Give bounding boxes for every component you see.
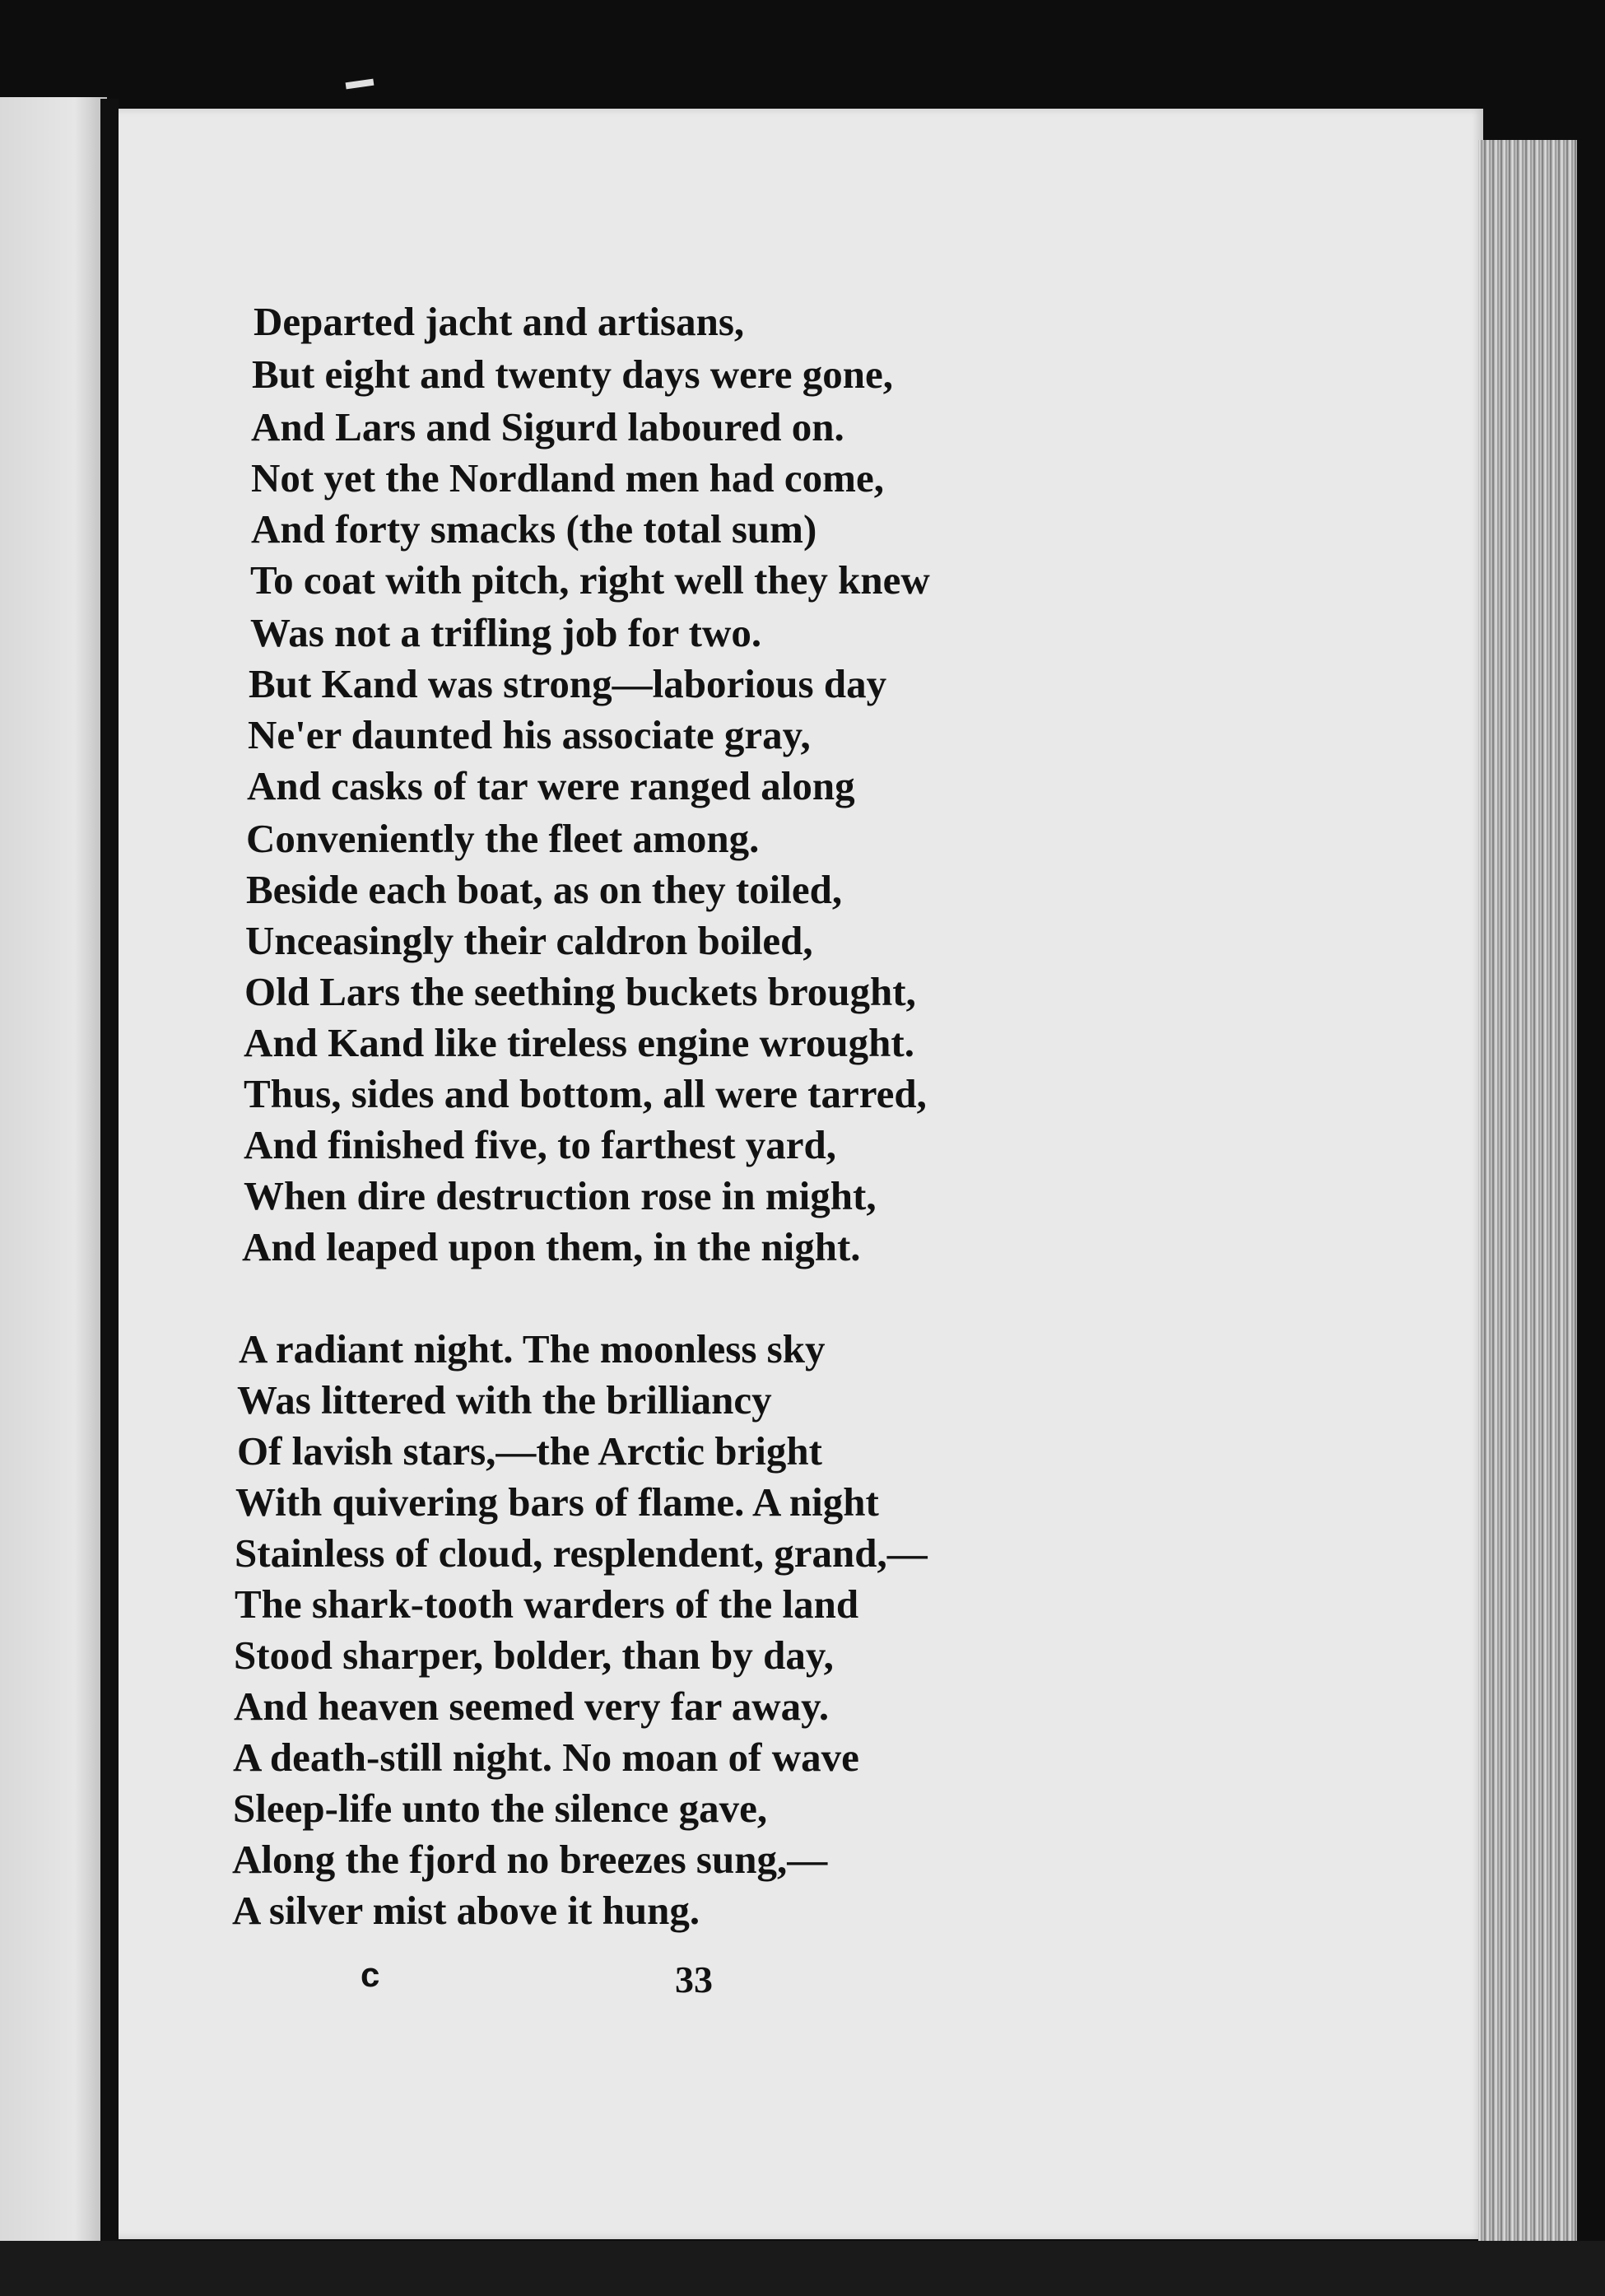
poem-line: Conveniently the fleet among. — [246, 816, 760, 861]
poem-line: A death-still night. No moan of wave — [233, 1735, 859, 1780]
poem-line: Of lavish stars,—the Arctic bright — [237, 1428, 822, 1474]
poem-line: And Lars and Sigurd laboured on. — [251, 404, 844, 449]
poem-line: And forty smacks (the total sum) — [251, 506, 817, 552]
poem-line: A radiant night. The moonless sky — [239, 1326, 826, 1372]
poem-line: Was not a trifling job for two. — [250, 610, 762, 655]
poem-line: And leaped upon them, in the night. — [242, 1224, 861, 1269]
poem-line: The shark-tooth warders of the land — [235, 1581, 859, 1627]
poem-line: Along the fjord no breezes sung,— — [232, 1837, 828, 1882]
poem-line: And heaven seemed very far away. — [234, 1684, 830, 1729]
poem-line: But Kand was strong—laborious day — [249, 661, 887, 706]
poem-line: But eight and twenty days were gone, — [252, 352, 894, 397]
poem-line: Beside each boat, as on they toiled, — [246, 867, 843, 912]
poem-line: Not yet the Nordland men had come, — [251, 455, 884, 501]
poem-line: Old Lars the seething buckets brought, — [244, 969, 916, 1014]
poem-line: Was littered with the brilliancy — [237, 1377, 772, 1423]
poem-line: When dire destruction rose in might, — [244, 1173, 877, 1218]
poem-line: To coat with pitch, right well they knew — [250, 557, 930, 603]
poem-line: Sleep-life unto the silence gave, — [233, 1786, 768, 1831]
poem-line: A silver mist above it hung. — [232, 1888, 700, 1933]
poem-line: And Kand like tireless engine wrought. — [244, 1020, 914, 1065]
poem-line: And casks of tar were ranged along — [247, 763, 855, 808]
poem-line: Unceasingly their caldron boiled, — [245, 918, 813, 963]
signature-mark: c — [361, 1955, 380, 1994]
poem-line: Ne'er daunted his associate gray, — [248, 712, 811, 757]
poem-line: With quivering bars of flame. A night — [235, 1479, 879, 1525]
page-number: 33 — [675, 1958, 713, 2000]
poem-line: Departed jacht and artisans, — [254, 299, 745, 344]
poem-line: Stainless of cloud, resplendent, grand,— — [235, 1530, 928, 1576]
poem-line: Thus, sides and bottom, all were tarred, — [244, 1071, 927, 1116]
poem-line: Stood sharper, bolder, than by day, — [234, 1632, 834, 1678]
poem-line: And finished five, to farthest yard, — [244, 1122, 837, 1167]
